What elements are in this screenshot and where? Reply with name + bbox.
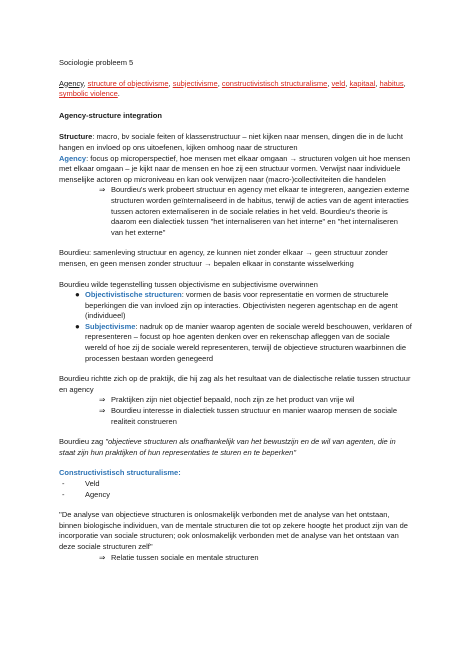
- section-heading-integration: Agency-structure integration: [59, 110, 162, 120]
- bullet-objectivistische-label: Objectivistische structuren: [85, 290, 182, 300]
- quote-paragraph: [59, 437, 412, 458]
- structure-label: Structure: [59, 132, 93, 142]
- keyword-constructivistisch-link[interactable]: constructivistisch structuralisme: [221, 78, 328, 88]
- agency-text: : focus op microperspectief, hoe mensen met elkaar omgaan → structuren volgen uit hoe mensen met elkaar omgaan – je kijkt naar de mensen en hoe zij een structuur vormen. Verwijst naar individuele menselijke actoren op microniveau en kan ook verwijzen naar (macro-)collectiviteiten die handelen: [59, 153, 411, 184]
- arrow-item-text: Relatie tussen sociale en mentale structuren: [111, 552, 259, 562]
- keyword-symbolic-violence-link[interactable]: symbolic violence: [59, 89, 118, 99]
- double-right-arrow-icon: ⇒: [99, 185, 106, 195]
- double-right-arrow-icon: ⇒: [99, 552, 106, 562]
- dash-item-veld: [59, 479, 412, 490]
- paragraph-praktijk: Bourdieu richtte zich op de praktijk, die hij zag als het resultaat van de dialectische relatie tussen structuur en agency: [59, 374, 411, 394]
- keyword-habitus-link[interactable]: habitus: [379, 78, 404, 88]
- paragraph-tegenstelling: Bourdieu wilde tegenstelling tussen objectivisme en subjectivisme overwinnen: [59, 279, 318, 289]
- keyword-objectivisme-link[interactable]: structure of objectivisme: [87, 78, 169, 88]
- agency-label: Agency: [59, 153, 87, 163]
- document-title: Sociologie probleem 5: [59, 58, 134, 67]
- quote-text: "objectieve structuren als onafhankelijk van het bewustzijn en de wil van agenten, die in staat zijn hun praktijken of hun representaties te sturen en te beperken": [59, 437, 396, 457]
- dash-item-text: Veld: [85, 479, 100, 488]
- dash-item-text: Agency: [85, 489, 111, 499]
- paragraph-samenleving: Bourdieu: samenleving structuur en agency, ze kunnen niet zonder elkaar → geen structuur zonder mensen, en geen mensen zonder structuur → bepalen elkaar in constante wisselwerking: [59, 248, 388, 268]
- keyword-kapitaal-link[interactable]: kapitaal: [349, 78, 376, 88]
- keyword-list: Agency, structure of objectivisme, subjectivisme, constructivistisch structuralisme, veld, kapitaal, habitus, symbolic violence.: [59, 78, 406, 99]
- arrow-item-relatie: [59, 553, 412, 564]
- arrow-item-text: Bourdieu interesse in dialectiek tussen structuur en manier waarop mensen de sociale realiteit construeren: [111, 406, 397, 426]
- structure-text: : macro, bv sociale feiten of klassenstructuur – niet kijken naar mensen, dingen die in de lucht hangen en invloed op ons uitoefenen, kijken omhoog naar de structuren: [59, 132, 403, 152]
- bullet-subjectivisme-label: Subjectivisme: [85, 321, 136, 331]
- arrow-item-praktijken: [59, 395, 412, 406]
- dash-icon: -: [62, 489, 65, 499]
- section-heading-constructivistisch: Constructivistisch structuralisme:: [59, 468, 181, 478]
- keyword-subjectivisme-link[interactable]: subjectivisme: [172, 78, 218, 88]
- bullet-objectivistische: [59, 290, 412, 322]
- double-right-arrow-icon: ⇒: [99, 406, 106, 416]
- double-right-arrow-icon: ⇒: [99, 395, 106, 405]
- agency-paragraph: [59, 154, 412, 186]
- bullet-icon: ●: [75, 290, 80, 300]
- paragraph-analyse: ''De analyse van objectieve structuren is onlosmakelijk verbonden met de analyse van het ontstaan, binnen biologische individuen, van de mentale structuren die tot op zekere hoogte het product zijn van de incorporatie van sociale structuren; ook onlosmakelijk verbonden met de analyse van het ontstaan van deze sociale structuren zelf'': [59, 510, 408, 551]
- structure-paragraph: [59, 132, 412, 153]
- bullet-objectivistische-text: : vormen de basis voor representatie en vormen de structurele beperkingen die van invloed zijn op interacties. Objectivisten negeren agentschap en de agent (individueel): [85, 290, 398, 321]
- arrow-item-dialectiek: [59, 406, 412, 427]
- dash-icon: -: [62, 479, 65, 488]
- arrow-item-text: Praktijken zijn niet objectief bepaald, noch zijn ze het product van vrije wil: [111, 395, 355, 405]
- bullet-subjectivisme: [59, 322, 412, 364]
- arrow-item-text: Bourdieu's werk probeert structuur en agency met elkaar te integreren, aangezien externe structuren worden geïnternaliseerd in de habitus, terwijl de acties van de agent interacties tussen actoren externaliseren in de sociale relaties in het veld. Bourdieu's theorie is daarom een dialectiek tussen "het internaliseren van het interne" en "het internaliseren van het externe": [111, 185, 410, 237]
- keyword-agency-link[interactable]: Agency: [59, 78, 84, 88]
- bullet-icon: ●: [75, 321, 80, 331]
- keyword-veld-link[interactable]: veld: [331, 78, 346, 88]
- arrow-item-integratie: [59, 185, 412, 238]
- bullet-subjectivisme-text: : nadruk op de manier waarop agenten de sociale wereld beschouwen, verklaren of representeren – focust op hoe agenten denken over en rekenschap afleggen van de sociale wereld of hoe zij de sociale wereld representeren, terwijl de objectieve structuren waarbinnen die processen bestaan worden genegeerd: [85, 321, 412, 363]
- quote-intro: Bourdieu zag: [59, 437, 106, 447]
- dash-item-agency: [59, 490, 412, 501]
